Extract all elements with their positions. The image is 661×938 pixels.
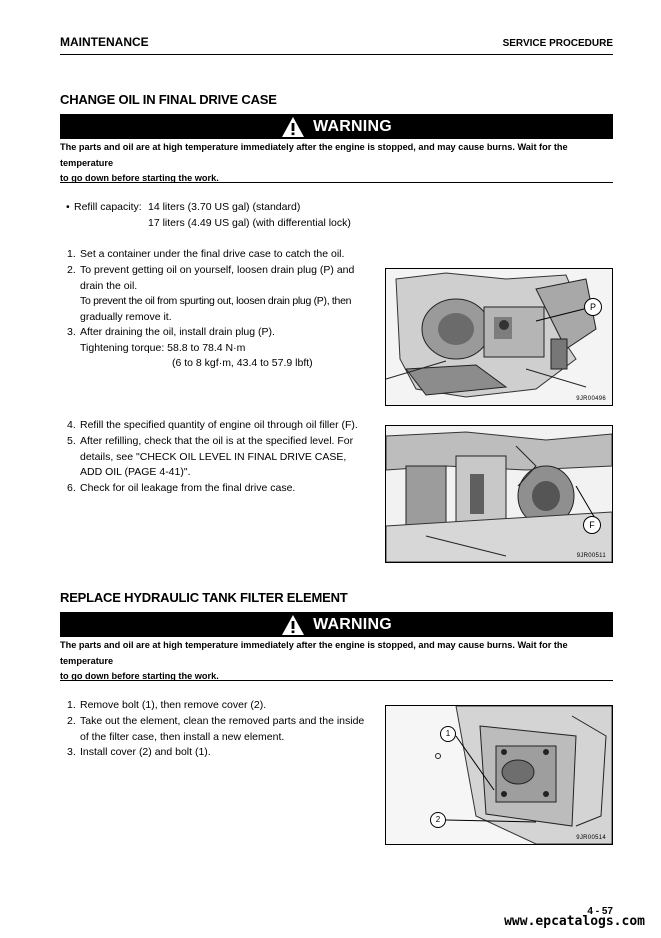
header-procedure-label: SERVICE PROCEDURE xyxy=(502,38,613,49)
refill-capacity-label: Refill capacity: xyxy=(74,201,142,213)
figure3-caption: 9JR00514 xyxy=(576,835,606,841)
warning-text-line: to go down before starting the work. xyxy=(60,671,219,681)
step-text: details, see "CHECK OIL LEVEL IN FINAL DRIVE CASE, xyxy=(80,450,347,463)
refill-bullet: • xyxy=(66,201,70,213)
section1-step-5 xyxy=(67,434,382,481)
step-number: 1. xyxy=(67,699,76,711)
refill-capacity-diff-lock: 17 liters (4.49 US gal) (with differential lock) xyxy=(148,217,351,229)
callout-drain-plug-p: P xyxy=(584,298,602,316)
warning-text-line: to go down before starting the work. xyxy=(60,173,219,183)
header-rule xyxy=(60,54,613,55)
step-number: 2. xyxy=(67,715,76,727)
refill-capacity-standard: 14 liters (3.70 US gal) (standard) xyxy=(148,201,301,213)
figure1-caption: 9JR00496 xyxy=(576,396,606,402)
step-text: After refilling, check that the oil is at the specified level. For xyxy=(80,435,354,447)
tightening-torque-alt: (6 to 8 kgf·m, 43.4 to 57.9 lbft) xyxy=(172,357,313,369)
section2-step-3 xyxy=(67,745,382,761)
section1-step-3 xyxy=(67,325,382,356)
section2-title: REPLACE HYDRAULIC TANK FILTER ELEMENT xyxy=(60,590,348,605)
step-number: 1. xyxy=(67,248,76,260)
section1-warning-banner xyxy=(60,114,613,139)
warning-triangle-icon xyxy=(281,116,305,138)
oil-filler-illustration xyxy=(386,426,612,562)
page-number: 4 - 57 xyxy=(587,906,613,917)
section1-warning-rule xyxy=(60,182,613,183)
warning-label: WARNING xyxy=(313,615,392,633)
warning-triangle-icon xyxy=(281,614,305,636)
hydraulic-filter-illustration xyxy=(386,706,612,844)
step-number: 3. xyxy=(67,326,76,338)
step-text: of the filter case, then install a new element. xyxy=(80,730,285,743)
step-number: 3. xyxy=(67,746,76,758)
step-text: Install cover (2) and bolt (1). xyxy=(80,746,211,758)
step-text: To prevent getting oil on yourself, loosen drain plug (P) and xyxy=(80,264,355,276)
step-text: Tightening torque: 58.8 to 78.4 N·m xyxy=(80,341,246,354)
step-text: Refill the specified quantity of engine oil through oil filler (F). xyxy=(80,419,358,431)
warning-label: WARNING xyxy=(313,117,392,135)
step-number: 5. xyxy=(67,435,76,447)
step-text: After draining the oil, install drain plug (P). xyxy=(80,326,275,338)
step-number: 2. xyxy=(67,264,76,276)
section2-step-1 xyxy=(67,698,382,714)
section1-step-6 xyxy=(67,481,382,497)
section1-step-2 xyxy=(67,263,382,325)
step-text: gradually remove it. xyxy=(80,310,172,323)
section2-warning-rule xyxy=(60,680,613,681)
drain-plug-illustration xyxy=(386,269,612,405)
warning-text-line: The parts and oil are at high temperature immediately after the engine is stopped, and may cause burns. Wait for the temperature xyxy=(60,640,568,666)
step-text: To prevent the oil from spurting out, loosen drain plug (P), then xyxy=(80,295,352,308)
figure-oil-filler-photo xyxy=(385,425,613,563)
callout-cover-2: 2 xyxy=(430,812,446,828)
figure-hydraulic-filter-photo xyxy=(385,705,613,845)
watermark-link[interactable]: www.epcatalogs.com xyxy=(504,914,645,929)
section1-title: CHANGE OIL IN FINAL DRIVE CASE xyxy=(60,92,277,107)
section2-warning-banner xyxy=(60,612,613,637)
step-text: Remove bolt (1), then remove cover (2). xyxy=(80,699,267,711)
callout-bolt-1: 1 xyxy=(440,726,456,742)
section2-warning-text xyxy=(60,638,613,685)
header-section-label: MAINTENANCE xyxy=(60,35,149,49)
section1-step-4 xyxy=(67,418,382,434)
warning-text-line: The parts and oil are at high temperature immediately after the engine is stopped, and may cause burns. Wait for the temperature xyxy=(60,142,568,168)
step-text: Set a container under the final drive case to catch the oil. xyxy=(80,248,345,260)
callout-oil-filler-f: F xyxy=(583,516,601,534)
figure-drain-plug-photo xyxy=(385,268,613,406)
step-text: ADD OIL (PAGE 4-41)". xyxy=(80,466,191,479)
section1-warning-text xyxy=(60,140,613,187)
step-number: 4. xyxy=(67,419,76,431)
step-text: Check for oil leakage from the final drive case. xyxy=(80,482,296,494)
section2-step-2 xyxy=(67,714,382,745)
section1-step-1 xyxy=(67,247,382,263)
step-text: drain the oil. xyxy=(80,279,138,292)
figure2-caption: 9JR00511 xyxy=(576,553,606,559)
step-number: 6. xyxy=(67,482,76,494)
step-text: Take out the element, clean the removed parts and the inside xyxy=(80,715,365,727)
